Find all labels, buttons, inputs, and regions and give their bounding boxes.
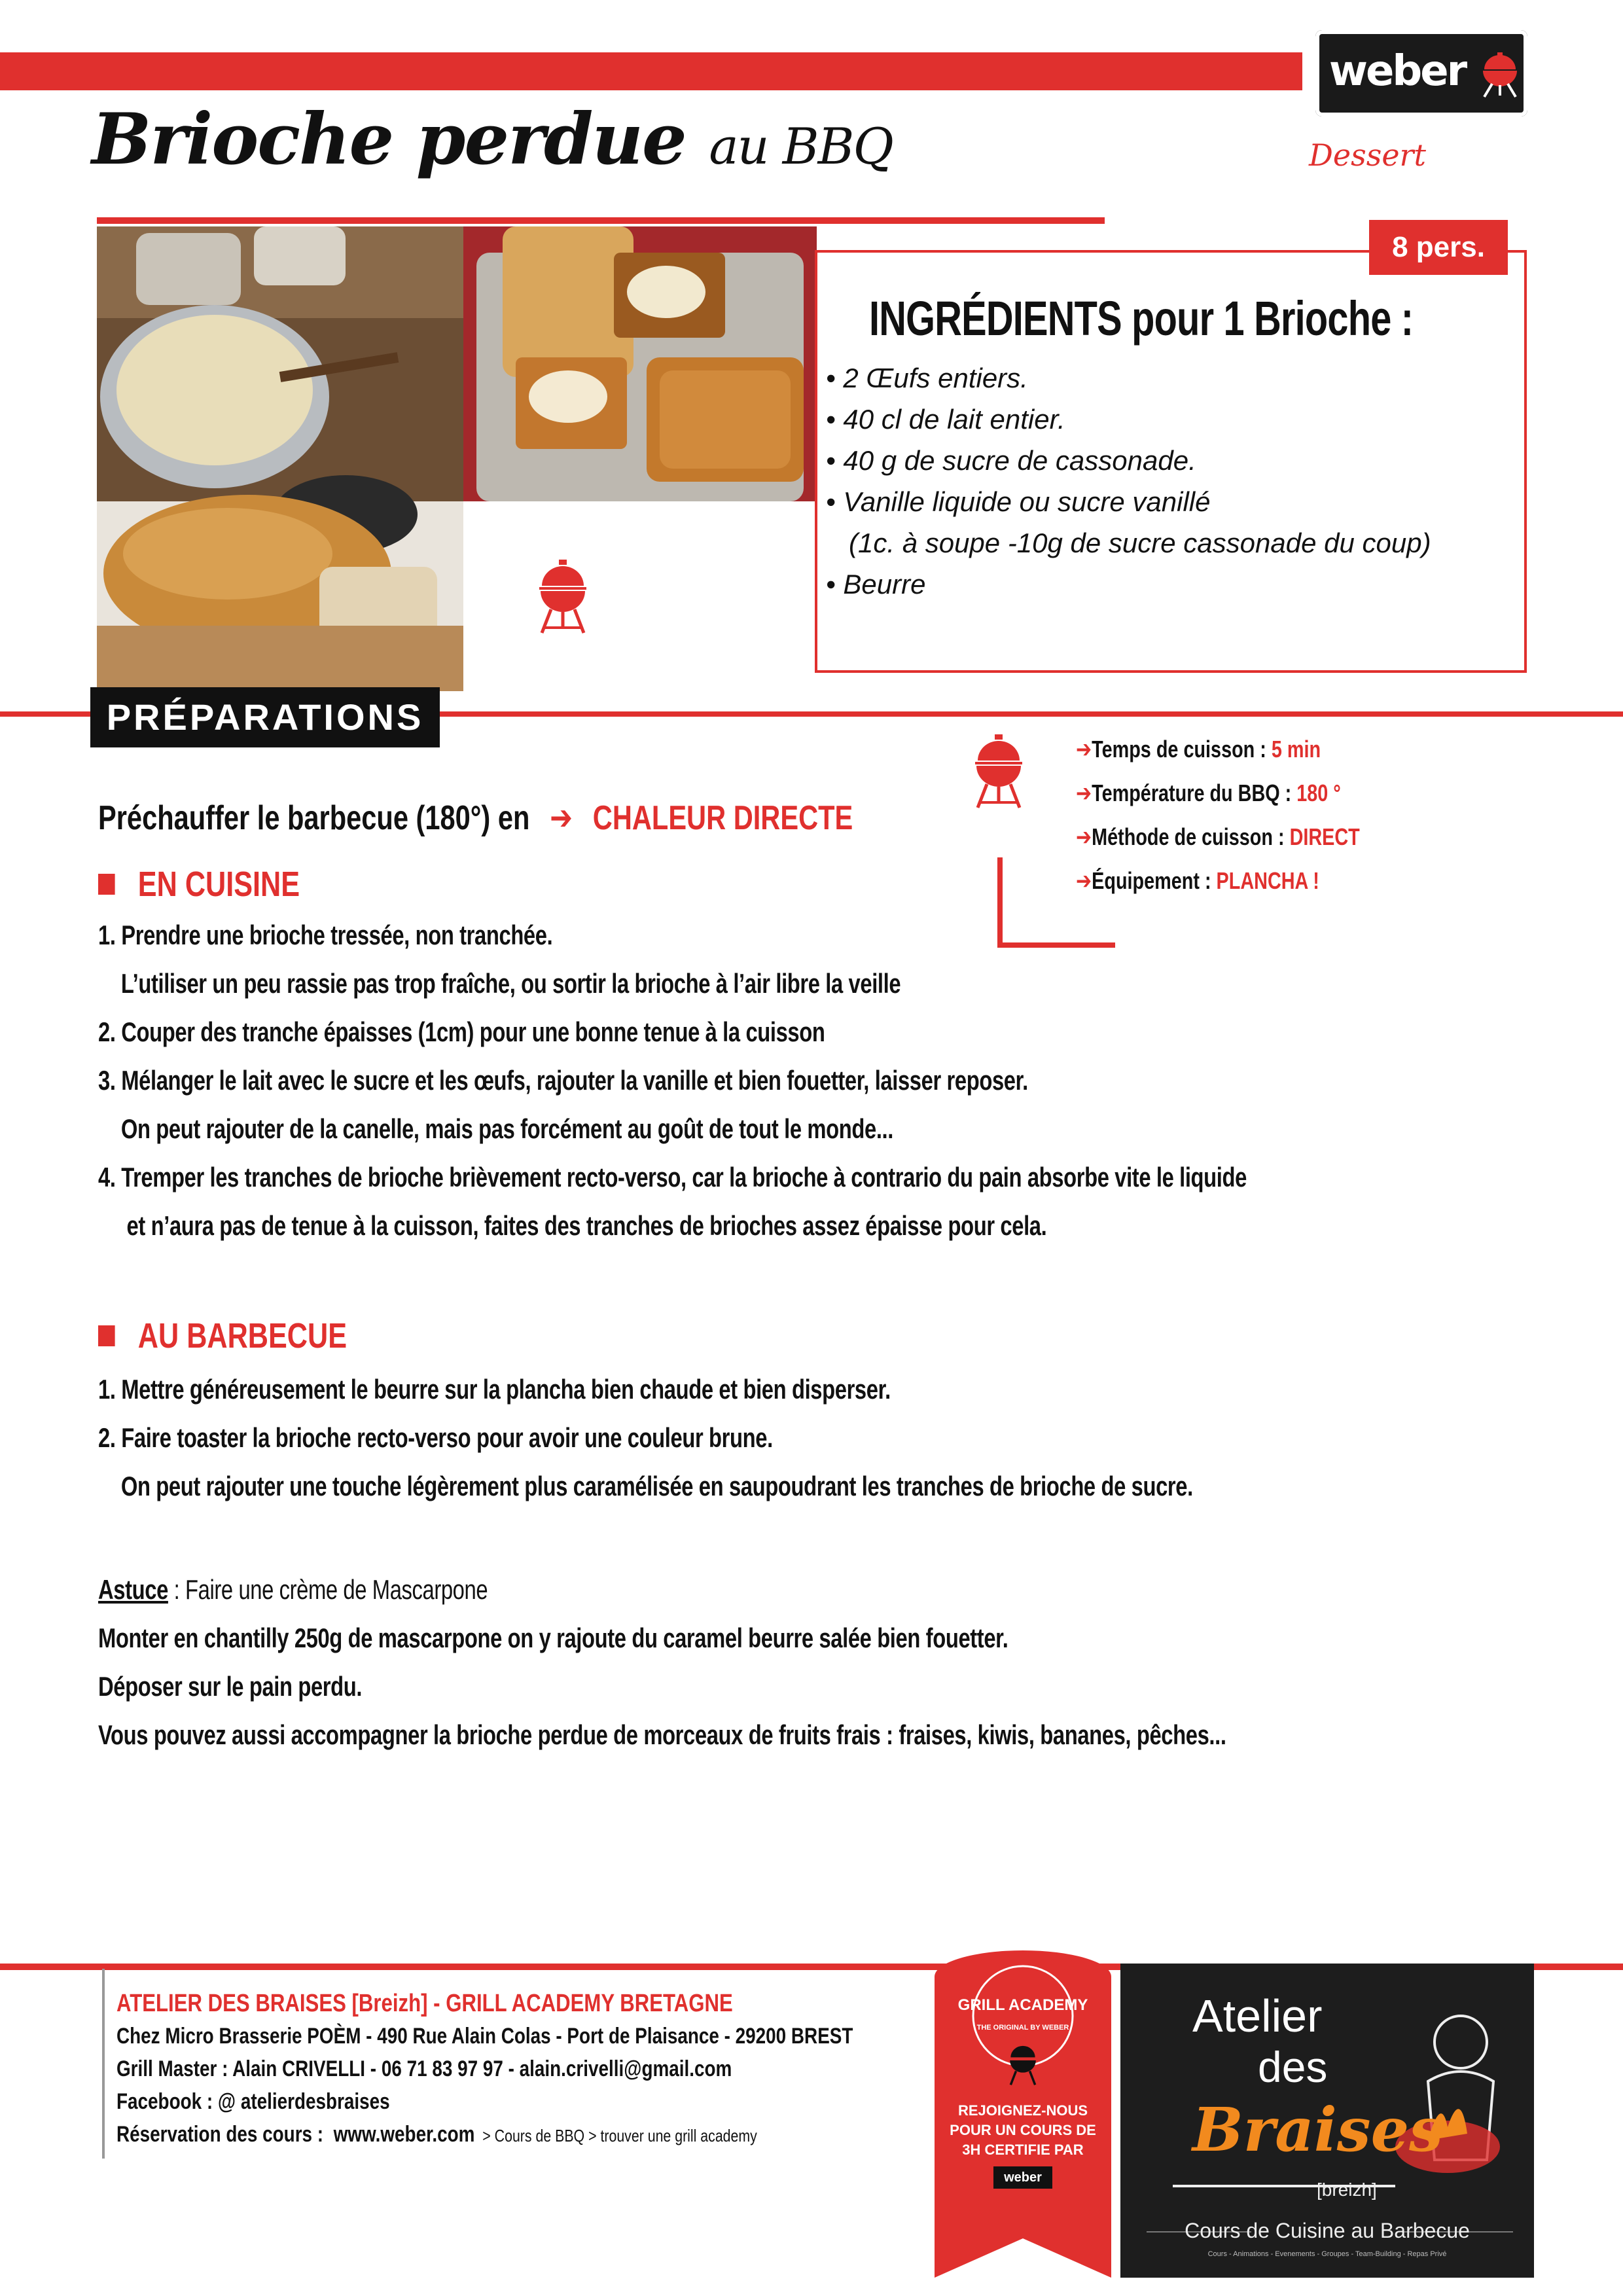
title-underline: [97, 217, 1105, 224]
arrow-right-icon: ➔: [1076, 736, 1092, 763]
astuce-line: Monter en chantilly 250g de mascarpone on y rajoute du caramel beurre salée bien fouetter.: [98, 1623, 1008, 1653]
step-line: On peut rajouter une touche légèrement plus caramélisée en saupoudrant les tranches de brioche de sucre.: [98, 1471, 1193, 1501]
logo-tagline: Cours de Cuisine au Barbecue: [1185, 2219, 1470, 2242]
header-band: [0, 52, 1302, 90]
footer-reservation: Réservation des cours : www.weber.com > Cours de BBQ > trouver une grill academy: [116, 2122, 757, 2147]
footer-org: ATELIER DES BRAISES [Breizh] - GRILL ACADEMY BRETAGNE: [116, 1990, 733, 2017]
ingredients-title: INGRÉDIENTS pour 1 Brioche :: [869, 291, 1414, 346]
astuce-label: Astuce: [98, 1574, 168, 1605]
footer-rule: [102, 1969, 105, 2159]
cuisine-steps: [98, 911, 1247, 1250]
kettle-grill-icon: [1480, 52, 1520, 98]
logo-line1: Atelier: [1192, 1990, 1323, 2041]
section-heading-barbecue: AU BARBECUE: [98, 1316, 347, 1356]
astuce-block: [98, 1566, 1226, 1759]
step-line: On peut rajouter de la canelle, mais pas forcément au goût de tout le monde...: [98, 1113, 893, 1144]
footer-address: Chez Micro Brasserie POÈM - 490 Rue Alain Colas - Port de Plaisance - 29200 BREST: [116, 2024, 853, 2049]
logo-tag: [breizh]: [1317, 2179, 1377, 2200]
ingredient-item: • 40 cl de lait entier.: [826, 404, 1065, 435]
category-label: Dessert: [1309, 137, 1427, 173]
step-line: 3. Mélanger le lait avec le sucre et les œufs, rajouter la vanille et bien fouetter, laisser reposer.: [98, 1065, 1028, 1096]
preparations-tab: [90, 687, 440, 747]
step-line: et n’aura pas de tenue à la cuisson, faites des tranches de brioches assez épaisse pour cela.: [98, 1210, 1047, 1241]
kettle-grill-icon: [537, 560, 589, 638]
preheat-line: [98, 798, 853, 838]
square-bullet-icon: [98, 1325, 115, 1346]
ingredient-item: (1c. à soupe -10g de sucre cassonade du coup): [826, 528, 1431, 558]
preheat-mode: CHALEUR DIRECTE: [592, 799, 853, 837]
step-line: 1. Mettre généreusement le beurre sur la plancha bien chaude et bien disperser.: [98, 1374, 891, 1405]
step-line: L’utiliser un peu rassie pas trop fraîche, ou sortir la brioche à l’air libre la veille: [98, 968, 901, 999]
title-suffix: au BBQ: [709, 117, 893, 175]
preheat-text: Préchauffer le barbecue (180°) en: [98, 799, 530, 837]
step-line: 2. Couper des tranche épaisses (1cm) pour une bonne tenue à la cuisson: [98, 1016, 825, 1047]
astuce-intro: Astuce : Faire une crème de Mascarpone: [98, 1574, 488, 1605]
badge-weber-logo: weber: [993, 2166, 1052, 2189]
ingredient-item: • 40 g de sucre de cassonade.: [826, 445, 1196, 476]
barbecue-steps: [98, 1365, 1193, 1511]
step-line: 2. Faire toaster la brioche recto-verso pour avoir une couleur brune.: [98, 1422, 773, 1453]
ingredient-item: • 2 Œufs entiers.: [826, 363, 1028, 393]
footer-facebook: Facebook : @ atelierdesbraises: [116, 2089, 390, 2114]
kettle-grill-icon: [1007, 2042, 1039, 2088]
logo-subtagline: Cours - Animations - Evenements - Groupes - Team-Building - Repas Privé: [1207, 2250, 1447, 2258]
weber-logo-text: weber: [1329, 47, 1466, 96]
grill-academy-badge: [935, 1950, 1111, 2278]
ingredient-item: • Beurre: [826, 569, 926, 600]
cooking-info-row: ➔Température du BBQ : 180 °: [1076, 780, 1341, 807]
cooking-info-row: ➔Temps de cuisson : 5 min: [1076, 736, 1321, 763]
logo-line3: Braises: [1192, 2094, 1443, 2165]
ingredients-list: [826, 357, 1431, 605]
badge-text: REJOIGNEZ-NOUS POUR UN COURS DE 3H CERTIFIE PAR: [950, 2102, 1096, 2158]
astuce-line: Déposer sur le pain perdu.: [98, 1671, 363, 1702]
cooking-info-row: ➔Équipement : PLANCHA !: [1076, 867, 1319, 895]
title-main: Brioche perdue: [92, 98, 686, 181]
servings-badge: 8 pers.: [1369, 220, 1508, 275]
astuce-line: Vous pouvez aussi accompagner la brioche perdue de morceaux de fruits frais : fraises, kiwis, bananes, pêches...: [98, 1719, 1226, 1750]
preparations-tab-label: PRÉPARATIONS: [106, 696, 424, 738]
footer-contact: [116, 1987, 853, 2152]
arrow-right-icon: ➔: [550, 798, 573, 838]
weber-logo: [1315, 30, 1527, 117]
ingredient-item: • Vanille liquide ou sucre vanillé: [826, 486, 1211, 517]
atelier-des-braises-logo: [1120, 1964, 1534, 2278]
square-bullet-icon: [98, 874, 115, 895]
photo-brioche-cooked: [463, 226, 817, 501]
photo-brioche-preparation: [97, 226, 463, 691]
cooking-info-row: ➔Méthode de cuisson : DIRECT: [1076, 823, 1360, 851]
page-title: [92, 98, 893, 181]
kettle-grill-icon: [972, 734, 1025, 813]
arrow-right-icon: ➔: [1076, 780, 1092, 807]
step-line: 1. Prendre une brioche tressée, non tranchée.: [98, 920, 553, 950]
arrow-right-icon: ➔: [1076, 824, 1092, 851]
badge-title: GRILL ACADEMY: [957, 1996, 1088, 2014]
step-line: 4. Tremper les tranches de brioche brièvement recto-verso, car la brioche à contrario du pain absorbe vite le liquide: [98, 1162, 1247, 1193]
badge-subtitle: THE ORIGINAL BY WEBER: [976, 2024, 1069, 2032]
arrow-right-icon: ➔: [1076, 868, 1092, 895]
logo-line2: des: [1258, 2043, 1328, 2091]
cooking-info: [1076, 728, 1360, 903]
footer-grill-master: Grill Master : Alain CRIVELLI - 06 71 83 97 97 - alain.crivelli@gmail.com: [116, 2056, 732, 2081]
section-heading-cuisine: EN CUISINE: [98, 864, 300, 905]
